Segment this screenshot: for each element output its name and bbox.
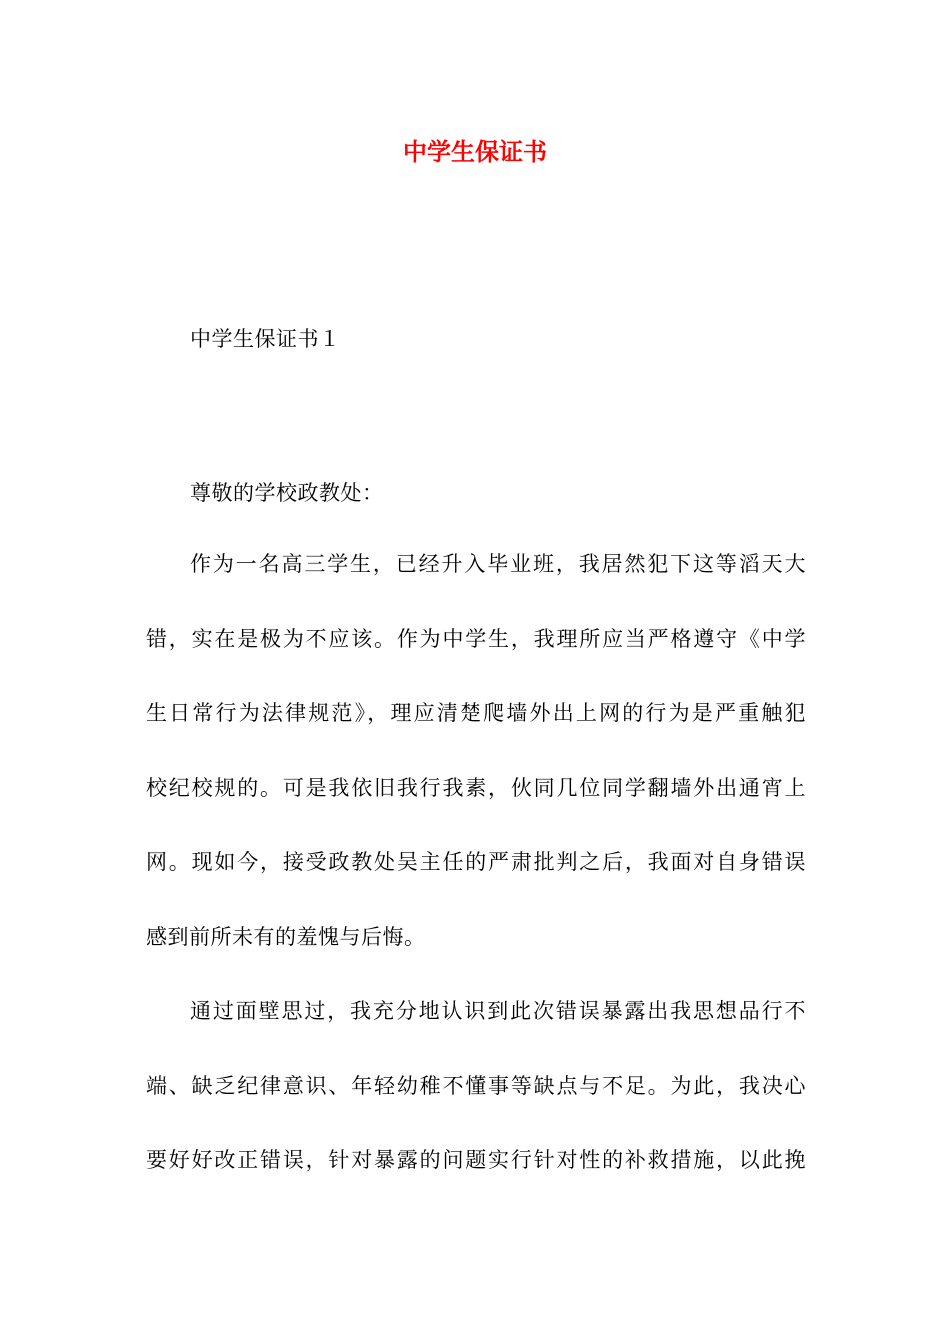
paragraph2-line: 要好好改正错误，针对暴露的问题实行针对性的补救措施，以此挽 [146, 1148, 806, 1172]
salutation: 尊敬的学校政教处： [190, 481, 384, 505]
paragraph2-line: 通过面壁思过，我充分地认识到此次错误暴露出我思想品行不 [190, 999, 806, 1023]
paragraph1-line: 错，实在是极为不应该。作为中学生，我理所应当严格遵守《中学 [146, 627, 806, 651]
paragraph2-line: 端、缺乏纪律意识、年轻幼稚不懂事等缺点与不足。为此，我决心 [146, 1074, 806, 1098]
document-title: 中学生保证书 [403, 138, 547, 166]
paragraph1-line: 校纪校规的。可是我依旧我行我素，伙同几位同学翻墙外出通宵上 [146, 776, 806, 800]
paragraph1-line: 网。现如今，接受政教处吴主任的严肃批判之后，我面对自身错误 [146, 850, 806, 874]
paragraph1-line: 生日常行为法律规范》，理应清楚爬墙外出上网的行为是严重触犯 [146, 701, 806, 725]
section-heading: 中学生保证书１ [190, 327, 341, 351]
paragraph1-line: 作为一名高三学生，已经升入毕业班，我居然犯下这等滔天大 [190, 552, 806, 576]
paragraph1-line: 感到前所未有的羞愧与后悔。 [146, 925, 426, 949]
